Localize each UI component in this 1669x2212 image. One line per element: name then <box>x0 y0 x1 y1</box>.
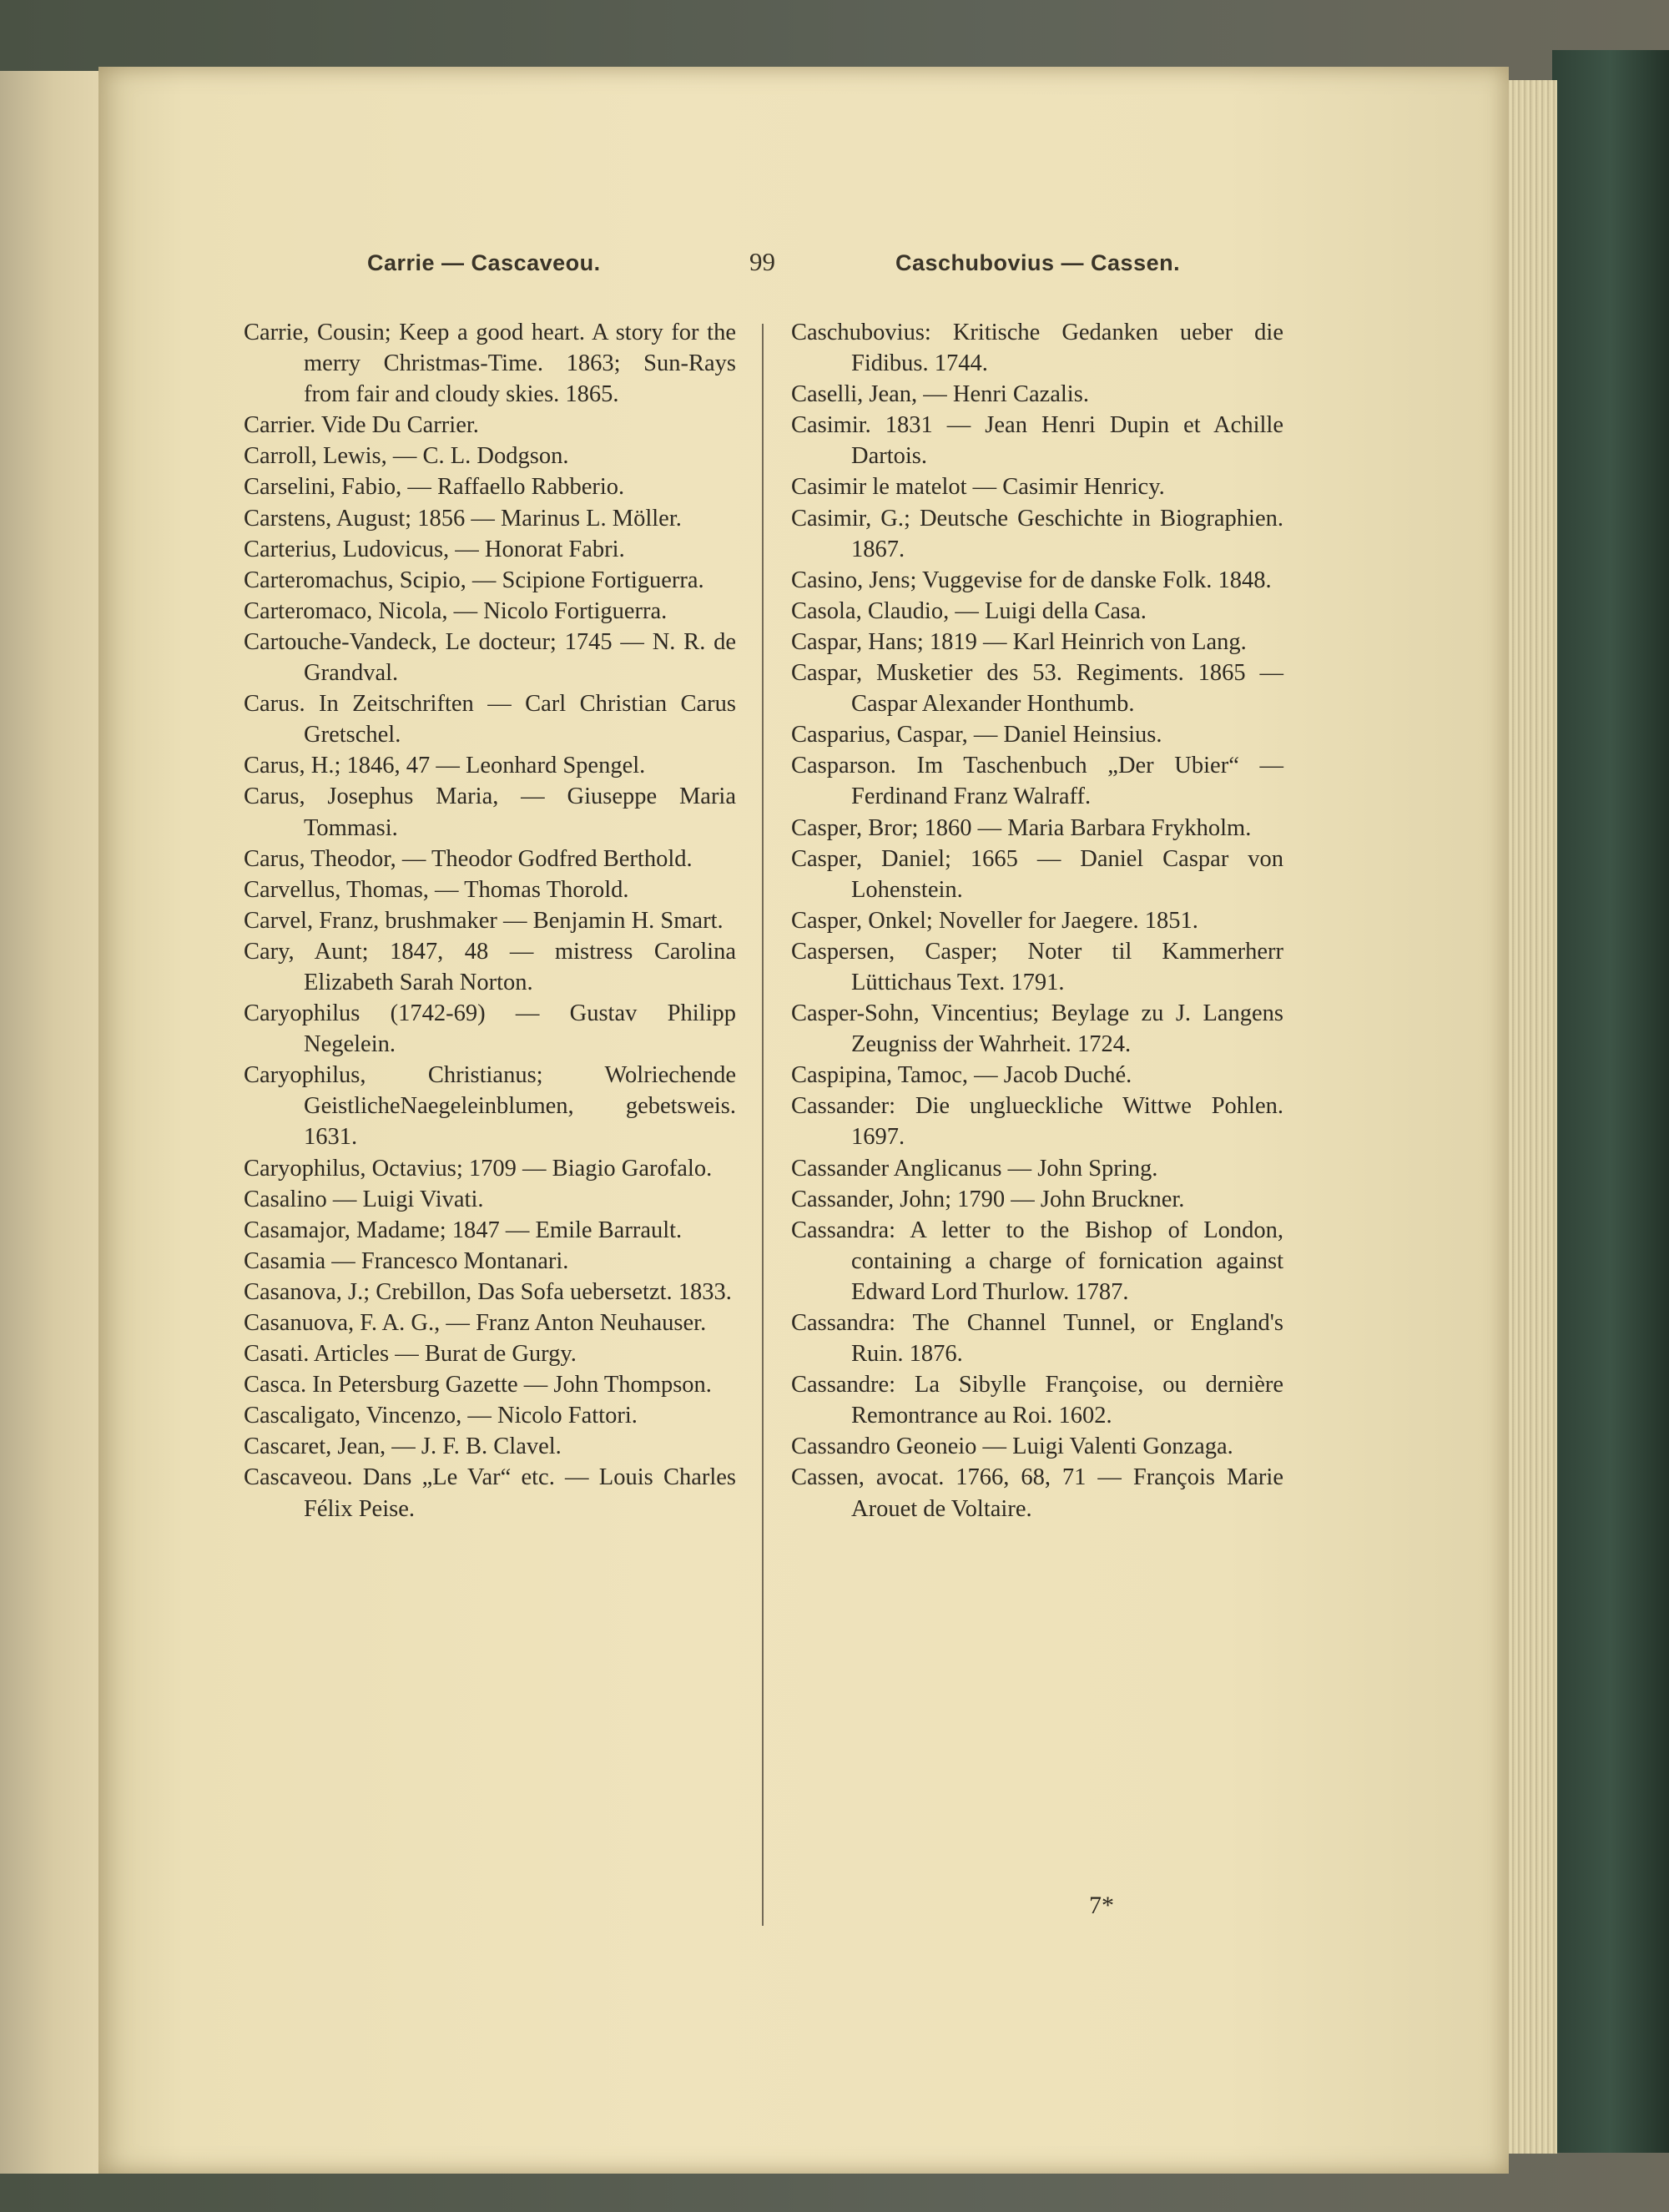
index-entry: Cascaret, Jean, — J. F. B. Clavel. <box>244 1434 562 1460</box>
index-entry: Carrie, Cousin; Keep a good heart. A story for the merry Christmas-Time. 1863; Sun-Rays from fair and cloudy skies. 1865. <box>244 320 736 408</box>
index-entry: Casper, Onkel; Noveller for Jaegere. 1851. <box>791 907 1198 934</box>
index-entry: Carroll, Lewis, — C. L. Dodgson. <box>244 443 569 470</box>
index-entry: Cary, Aunt; 1847, 48 — mistress Carolina Elizabeth Sarah Norton. <box>244 938 736 995</box>
running-head-right: Caschubovius — Cassen. <box>895 250 1181 275</box>
index-entry: Casper, Bror; 1860 — Maria Barbara Frykholm. <box>791 814 1252 841</box>
index-entry: Caspar, Hans; 1819 — Karl Heinrich von Lang. <box>791 628 1247 655</box>
index-entry: Cassandra: The Channel Tunnel, or England's Ruin. 1876. <box>791 1310 1283 1368</box>
index-entry: Cassander: Die unglueckliche Wittwe Pohlen. 1697. <box>791 1093 1283 1151</box>
index-entry: Casimir. 1831 — Jean Henri Dupin et Achille Dartois. <box>791 412 1283 470</box>
index-entry: Casper, Daniel; 1665 — Daniel Caspar von Lohenstein. <box>791 845 1283 903</box>
index-entry: Carselini, Fabio, — Raffaello Rabberio. <box>244 474 625 501</box>
book-cover-edge <box>1552 50 1669 2153</box>
index-entry: Casino, Jens; Vuggevise for de danske Folk. 1848. <box>791 567 1272 593</box>
index-entry: Casola, Claudio, — Luigi della Casa. <box>791 597 1147 624</box>
page-gutter <box>0 71 108 2174</box>
right-column <box>791 317 1283 1524</box>
index-entry: Caspar, Musketier des 53. Regiments. 1865 — Caspar Alexander Honthumb. <box>791 660 1283 718</box>
left-column <box>244 317 736 1524</box>
index-entry: Caryophilus (1742-69) — Gustav Philipp Negelein. <box>244 1000 736 1058</box>
index-entry: Cascaligato, Vincenzo, — Nicolo Fattori. <box>244 1403 638 1429</box>
index-entry: Casca. In Petersburg Gazette — John Thompson. <box>244 1372 712 1398</box>
column-divider <box>762 324 764 1926</box>
page-fore-edges <box>1509 80 1557 2154</box>
index-entry: Carvel, Franz, brushmaker — Benjamin H. Smart. <box>244 907 724 934</box>
index-entry: Cascaveou. Dans „Le Var“ etc. — Louis Charles Félix Peise. <box>244 1464 736 1522</box>
index-entry: Cartouche-Vandeck, Le docteur; 1745 — N. R. de Grandval. <box>244 628 736 687</box>
index-entry: Casanuova, F. A. G., — Franz Anton Neuhauser. <box>244 1310 707 1336</box>
index-entry: Carus. In Zeitschriften — Carl Christian Carus Gretschel. <box>244 691 736 748</box>
index-entry: Cassen, avocat. 1766, 68, 71 — François Marie Arouet de Voltaire. <box>791 1464 1283 1522</box>
index-entry: Caspipina, Tamoc, — Jacob Duché. <box>791 1062 1132 1089</box>
index-entry: Casamajor, Madame; 1847 — Emile Barrault. <box>244 1217 683 1243</box>
index-entry: Caryophilus, Octavius; 1709 — Biagio Garofalo. <box>244 1155 713 1182</box>
index-entry: Cassandro Geoneio — Luigi Valenti Gonzaga. <box>791 1434 1233 1460</box>
index-entry: Carvellus, Thomas, — Thomas Thorold. <box>244 876 629 903</box>
index-entry: Casimir le matelot — Casimir Henricy. <box>791 474 1165 501</box>
index-entry: Carterius, Ludovicus, — Honorat Fabri. <box>244 536 625 562</box>
index-entry: Casanova, J.; Crebillon, Das Sofa uebersetzt. 1833. <box>244 1278 732 1305</box>
index-entry: Carrier. Vide Du Carrier. <box>244 412 479 439</box>
index-entry: Caspersen, Casper; Noter til Kammerherr Lüttichaus Text. 1791. <box>791 938 1283 995</box>
page-number: 99 <box>749 247 775 276</box>
index-entry: Carstens, August; 1856 — Marinus L. Möller. <box>244 505 682 532</box>
signature-mark: 7* <box>1089 1892 1114 1919</box>
index-entry: Casparson. Im Taschenbuch „Der Ubier“ — Ferdinand Franz Walraff. <box>791 753 1283 810</box>
index-entry: Caryophilus, Christianus; Wolriechende GeistlicheNaegeleinblumen, gebetsweis. 1631. <box>244 1062 736 1151</box>
index-entry: Caselli, Jean, — Henri Cazalis. <box>791 381 1089 408</box>
index-entry: Cassandre: La Sibylle Françoise, ou dernière Remontrance au Roi. 1602. <box>791 1372 1283 1429</box>
index-entry: Casamia — Francesco Montanari. <box>244 1247 569 1274</box>
index-entry: Caschubovius: Kritische Gedanken ueber die Fidibus. 1744. <box>791 320 1283 377</box>
index-entry: Casimir, G.; Deutsche Geschichte in Biographien. 1867. <box>791 505 1283 562</box>
index-entry: Casparius, Caspar, — Daniel Heinsius. <box>791 722 1162 748</box>
index-entry: Cassander Anglicanus — John Spring. <box>791 1155 1158 1182</box>
index-entry: Carus, Theodor, — Theodor Godfred Berthold. <box>244 845 693 872</box>
index-entry: Carus, Josephus Maria, — Giuseppe Maria Tommasi. <box>244 784 736 841</box>
index-entry: Carteromachus, Scipio, — Scipione Fortiguerra. <box>244 567 704 593</box>
index-entry: Cassander, John; 1790 — John Bruckner. <box>791 1186 1185 1212</box>
index-entry: Carus, H.; 1846, 47 — Leonhard Spengel. <box>244 753 646 779</box>
running-head-left: Carrie — Cascaveou. <box>367 250 601 275</box>
index-entry: Casper-Sohn, Vincentius; Beylage zu J. Langens Zeugniss der Wahrheit. 1724. <box>791 1000 1283 1058</box>
index-entry: Casati. Articles — Burat de Gurgy. <box>244 1341 577 1368</box>
index-entry: Casalino — Luigi Vivati. <box>244 1186 484 1212</box>
index-entry: Carteromaco, Nicola, — Nicolo Fortiguerra. <box>244 597 668 624</box>
index-entry: Cassandra: A letter to the Bishop of London, containing a charge of fornication against Edward Lord Thurlow. 1787. <box>791 1217 1283 1305</box>
